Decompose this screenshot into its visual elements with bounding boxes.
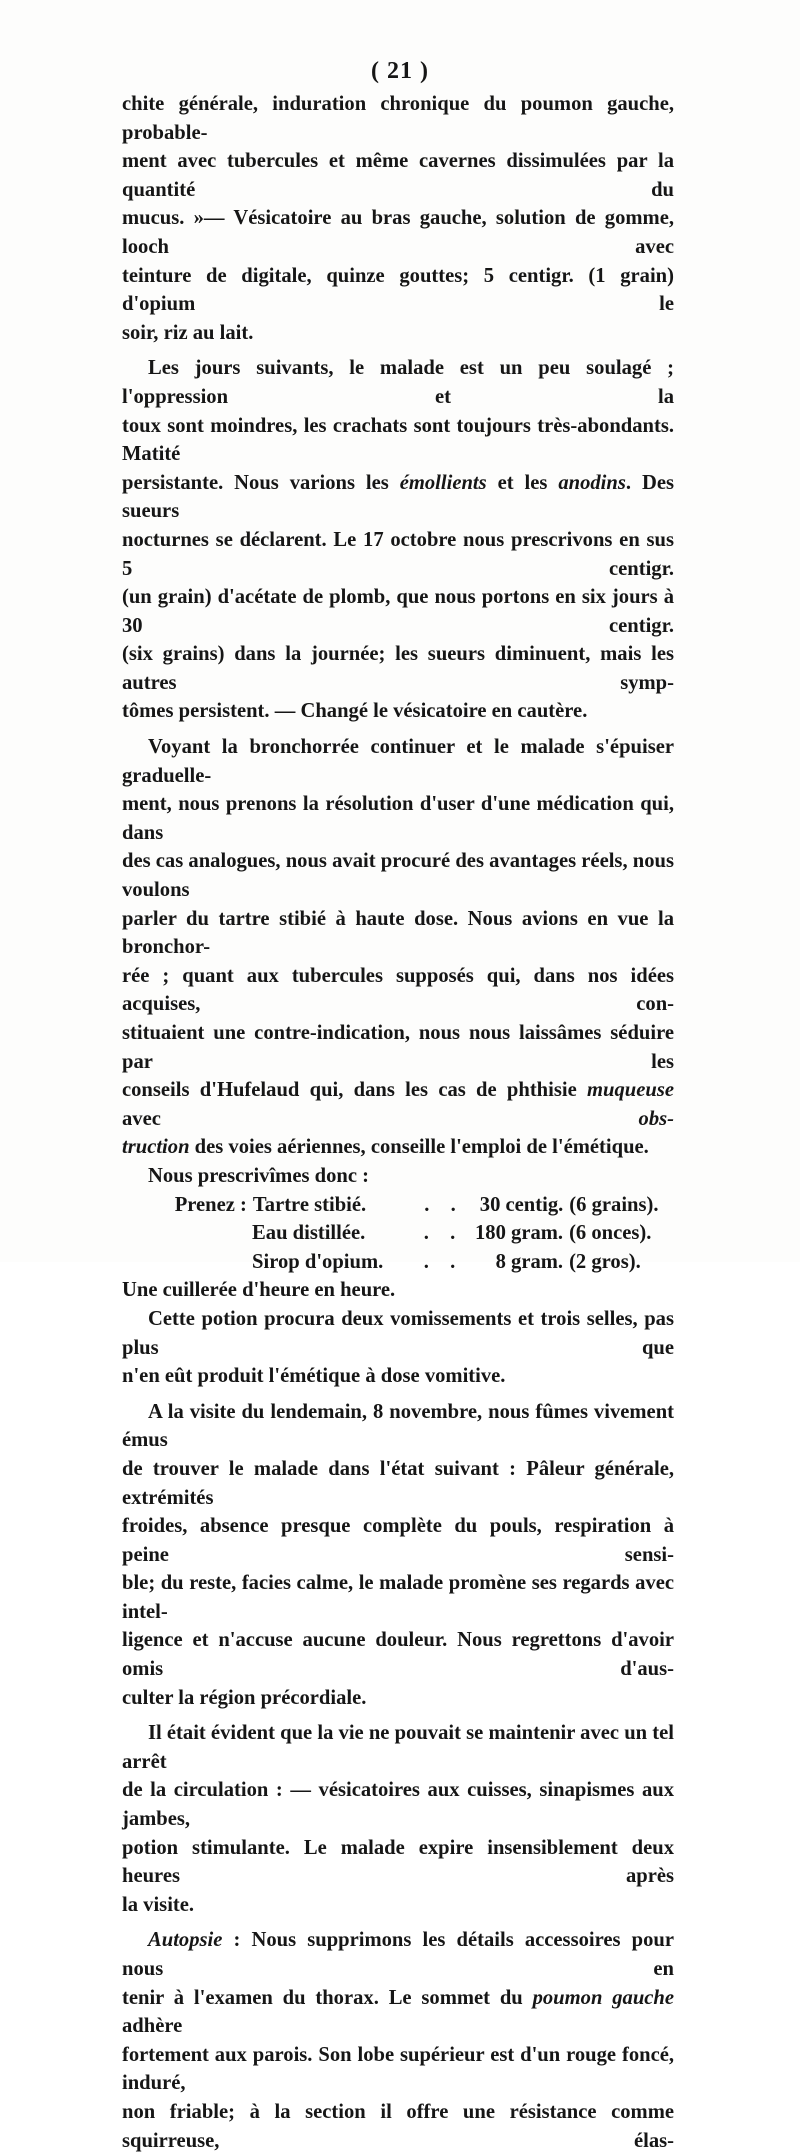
text-line: de trouver le malade dans l'état suivant : Pâleur générale, extrémités (122, 1457, 674, 1509)
prescription-row (122, 1219, 674, 1248)
italic-term: muqueuse (587, 1079, 674, 1102)
text-line: (six grains) dans la journée; les sueurs diminuent, mais les autres symp- (122, 643, 674, 694)
text-line: potion stimulante. Le malade expire insensiblement deux heures après (122, 1836, 674, 1888)
text-line: toux sont moindres, les crachats sont toujours très-abondants. Matité (122, 414, 674, 466)
prescription-label (122, 1219, 252, 1248)
text-line: ment, nous prenons la résolution d'user d'une médication qui, dans (122, 793, 674, 844)
text-span: . Des sueurs (122, 471, 674, 523)
paragraph-dosage: Une cuillerée d'heure en heure. (122, 1279, 396, 1302)
paragraph-autopsy (122, 1926, 674, 2155)
text-span: et les (486, 471, 559, 494)
text-line: n'en eût produit l'émétique à dose vomitive. (122, 1365, 506, 1388)
text-line: Cette potion procura deux vomissements et trois selles, pas plus que (122, 1307, 674, 1359)
text-line: A la visite du lendemain, 8 novembre, nous fûmes vivement émus (122, 1400, 674, 1452)
italic-term: Autopsie (148, 1929, 223, 1952)
prescription-equivalent: (6 grains). (569, 1193, 659, 1216)
text-line: rée ; quant aux tubercules supposés qui, dans nos idées acquises, con- (122, 964, 674, 1016)
text-line: non friable; à la section il offre une résistance comme squirreuse, élas- (122, 2100, 674, 2152)
italic-term: obs- (638, 1107, 674, 1130)
paragraph-next-day (122, 1398, 674, 1713)
text-line: (un grain) d'acétate de plomb, que nous portons en six jours à 30 centigr. (122, 586, 674, 637)
text-line: la visite. (122, 1893, 195, 1916)
text-line: ligence et n'accuse aucune douleur. Nous regrettons d'avoir omis d'aus- (122, 1629, 674, 1681)
text-line: soir, riz au lait. (122, 321, 254, 344)
prescription-leader: . . (424, 1193, 464, 1216)
prescription-label (122, 1248, 252, 1277)
text-line: mucus. »— Vésicatoire au bras gauche, solution de gomme, looch avec (122, 207, 674, 258)
text-line: nocturnes se déclarent. Le 17 octobre nous prescrivons en sus 5 centigr. (122, 528, 674, 580)
text-span: adhère (122, 2015, 183, 2038)
prescription-label: Prenez : (174, 1193, 247, 1216)
prescription-row (122, 1191, 674, 1220)
text-line: de la circulation : — vésicatoires aux cuisses, sinapismes aux jambes, (122, 1779, 674, 1831)
prescription-leader: . . (423, 1250, 464, 1273)
text-line: culter la région précordiale. (122, 1686, 367, 1709)
prescription-equivalent: (2 gros). (569, 1250, 641, 1273)
text-line: parler du tartre stibié à haute dose. Nous avions en vue la bronchor- (122, 907, 674, 959)
text-line: Voyant la bronchorrée continuer et le malade s'épuiser graduelle- (122, 736, 674, 787)
prescription-quantity: 30 centig. (479, 1193, 564, 1216)
prescription-drug: Sirop d'opium. (252, 1250, 384, 1273)
page-number: ( 21 ) (371, 58, 429, 84)
text-span: tenir à l'examen du thorax. Le sommet du (122, 1986, 533, 2009)
paragraph-prescription-intro: Nous prescrivîmes donc : (148, 1164, 369, 1187)
text-line: teinture de digitale, quinze gouttes; 5 centigr. (1 grain) d'opium le (122, 264, 674, 316)
text-span: persistante. Nous varions les (122, 471, 400, 494)
paragraph-potion-effect (122, 1305, 674, 1391)
text-line (122, 1076, 674, 1133)
text-line (122, 469, 674, 526)
text-line: froides, absence presque complète du pouls, respiration à peine sensi- (122, 1515, 674, 1566)
text-line: ment avec tubercules et même cavernes dissimulées par la quantité du (122, 150, 674, 201)
text-line (122, 1984, 674, 2041)
italic-term: anodins (558, 471, 626, 494)
text-line: des cas analogues, nous avait procuré des avantages réels, nous voulons (122, 850, 674, 902)
prescription-quantity: 180 gram. (474, 1222, 564, 1245)
text-line: Il était évident que la vie ne pouvait se maintenir avec un tel arrêt (122, 1722, 674, 1773)
paragraph-bronchorrhea (122, 733, 674, 1162)
text-line: fortement aux parois. Son lobe supérieur est d'un rouge foncé, induré, (122, 2043, 674, 2095)
italic-term: émollients (399, 471, 487, 494)
prescription-table (122, 1191, 674, 1277)
text-line: ble; du reste, facies calme, le malade promène ses regards avec intel- (122, 1572, 674, 1623)
prescription-row (122, 1248, 674, 1277)
italic-term: poumon gauche (532, 1986, 675, 2009)
text-span: avec (122, 1107, 639, 1130)
text-span: : Nous supprimons les détails accessoires pour nous en (122, 1929, 674, 1980)
prescription-leader: . . (423, 1222, 464, 1245)
text-line: chite générale, induration chronique du poumon gauche, probable- (122, 93, 674, 144)
text-span: conseils d'Hufelaud qui, dans les cas de phthisie (122, 1079, 588, 1102)
prescription-drug: Eau distillée. (252, 1222, 366, 1245)
text-line: Les jours suivants, le malade est un peu soulagé ; l'oppression et la (122, 357, 674, 408)
prescription-quantity: 8 gram. (495, 1250, 564, 1273)
prescription-drug: Tartre stibié. (252, 1193, 367, 1216)
prescription-equivalent: (6 onces). (569, 1222, 652, 1245)
text-line (122, 1926, 674, 1983)
body-text (122, 90, 674, 2155)
paragraph-following-days (122, 354, 674, 726)
text-span: des voies aériennes, conseille l'emploi de l'émétique. (189, 1136, 649, 1159)
paragraph-death (122, 1719, 674, 1919)
text-line: stituaient une contre-indication, nous nous laissâmes séduire par les (122, 1022, 674, 1073)
paragraph-continuation (122, 90, 674, 347)
text-line (122, 1133, 674, 1162)
text-line: tômes persistent. — Changé le vésicatoire en cautère. (122, 700, 588, 723)
italic-term: truction (122, 1136, 190, 1159)
